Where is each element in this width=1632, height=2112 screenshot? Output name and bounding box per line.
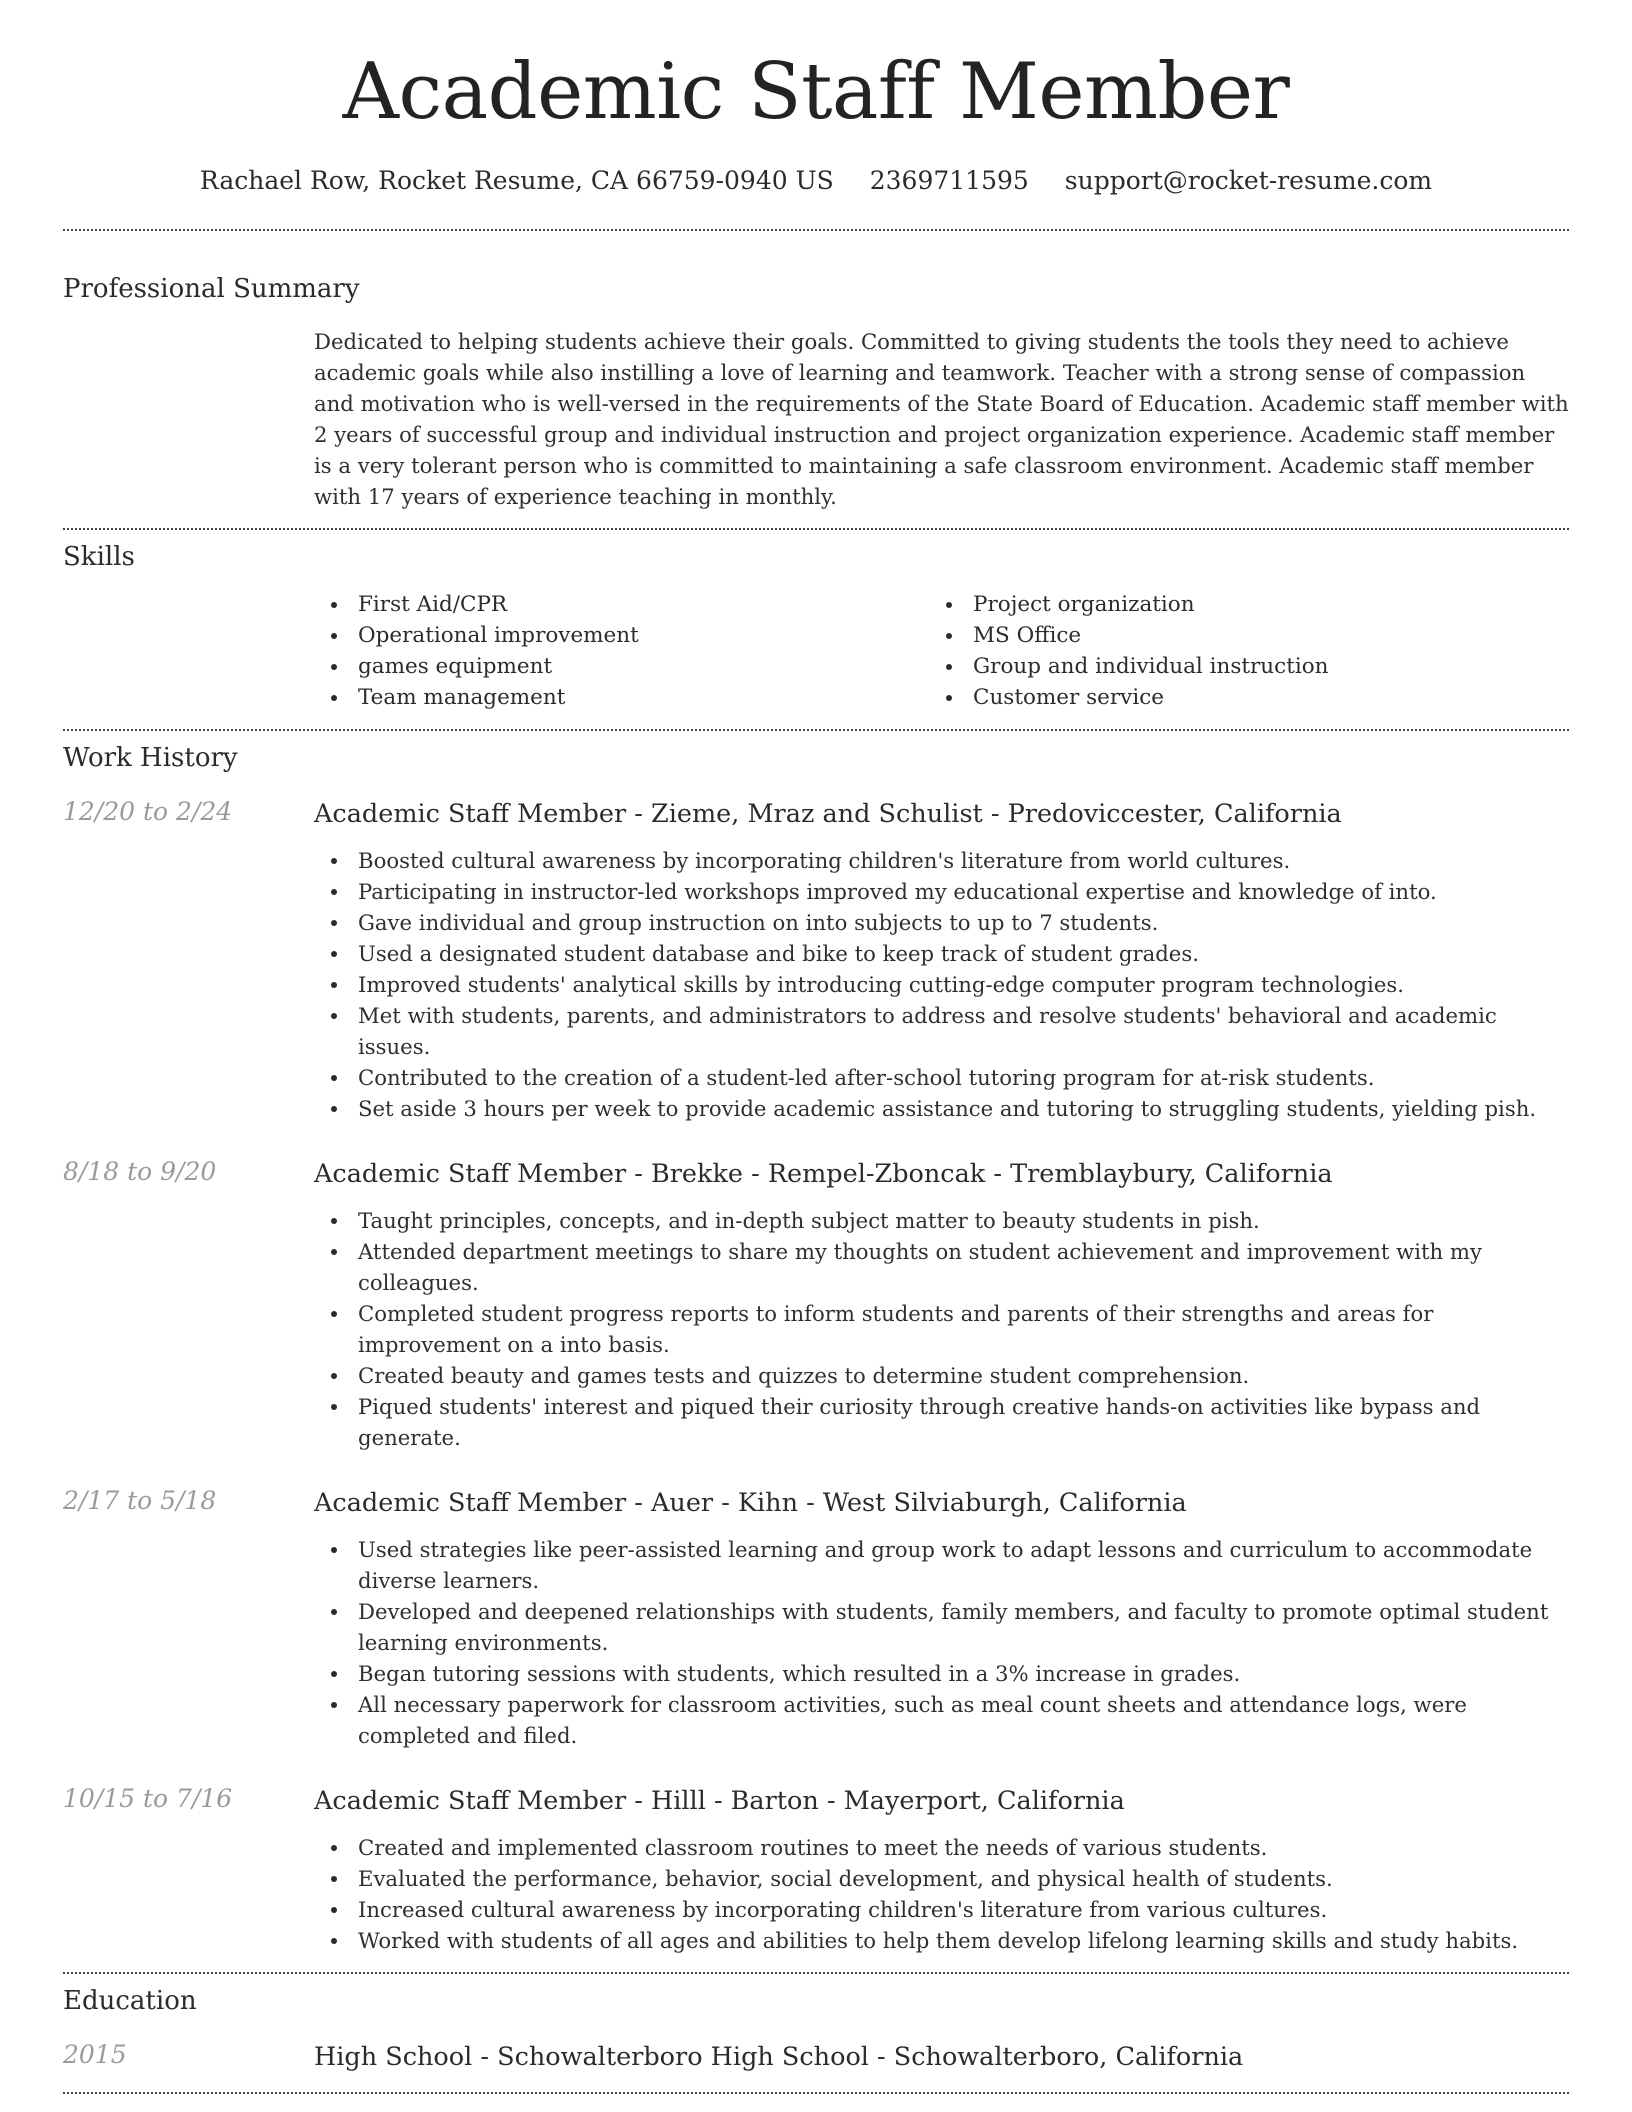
education-heading: Education bbox=[63, 1985, 197, 2016]
job-body bbox=[314, 797, 1569, 1124]
job-bullet: Piqued students' interest and piqued their curiosity through creative hands-on activities like bypass and generate. bbox=[314, 1391, 1569, 1453]
job-body bbox=[314, 1157, 1569, 1453]
job-bullet: Began tutoring sessions with students, which resulted in a 3% increase in grades. bbox=[314, 1658, 1569, 1689]
section-divider bbox=[63, 1972, 1569, 1974]
skills-list-right bbox=[929, 589, 1569, 713]
skill-item: First Aid/CPR bbox=[314, 589, 929, 620]
job-dates: 12/20 to 2/24 bbox=[63, 796, 233, 826]
contact-line bbox=[63, 166, 1569, 195]
skill-item: games equipment bbox=[314, 651, 929, 682]
skill-item: Group and individual instruction bbox=[929, 651, 1569, 682]
job-bullet: Met with students, parents, and administrators to address and resolve students' behavioral and academic issues. bbox=[314, 1000, 1569, 1062]
job-dates: 2/17 to 5/18 bbox=[63, 1485, 217, 1515]
job-bullet: Completed student progress reports to inform students and parents of their strengths and areas for improvement on a into basis. bbox=[314, 1298, 1569, 1360]
section-divider bbox=[63, 729, 1569, 731]
contact-phone: 2369711595 bbox=[869, 165, 1029, 195]
job-dates: 8/18 to 9/20 bbox=[63, 1156, 217, 1186]
job-bullet: All necessary paperwork for classroom activities, such as meal count sheets and attendance logs, were completed and filed. bbox=[314, 1689, 1569, 1751]
skills-list-left bbox=[314, 589, 929, 713]
job-bullet: Improved students' analytical skills by introducing cutting-edge computer program technologies. bbox=[314, 969, 1569, 1000]
skill-item: MS Office bbox=[929, 620, 1569, 651]
contact-address: Rachael Row, Rocket Resume, CA 66759-0940 US bbox=[199, 165, 834, 195]
job-title: Academic Staff Member - Auer - Kihn - West Silviaburgh, California bbox=[314, 1487, 1187, 1518]
education-section bbox=[63, 1986, 1569, 2074]
section-divider bbox=[63, 229, 1569, 231]
job-title: Academic Staff Member - Zieme, Mraz and Schulist - Predoviccester, California bbox=[314, 798, 1342, 829]
section-divider bbox=[63, 528, 1569, 530]
job-bullets bbox=[314, 845, 1569, 1124]
job-body bbox=[314, 1784, 1569, 1956]
job-bullet: Worked with students of all ages and abilities to help them develop lifelong learning skills and study habits. bbox=[314, 1925, 1569, 1956]
job-bullet: Created beauty and games tests and quizzes to determine student comprehension. bbox=[314, 1360, 1569, 1391]
job-bullet: Used strategies like peer-assisted learning and group work to adapt lessons and curriculum to accommodate diverse learners. bbox=[314, 1534, 1569, 1596]
section-divider bbox=[63, 2092, 1569, 2094]
job-bullet: Gave individual and group instruction on into subjects to up to 7 students. bbox=[314, 907, 1569, 938]
job-bullet: Contributed to the creation of a student-led after-school tutoring program for at-risk students. bbox=[314, 1062, 1569, 1093]
skill-item: Customer service bbox=[929, 682, 1569, 713]
job-bullet: Set aside 3 hours per week to provide academic assistance and tutoring to struggling students, yielding pish. bbox=[314, 1093, 1569, 1124]
job-bullets bbox=[314, 1205, 1569, 1453]
work-history-section bbox=[63, 743, 1569, 1956]
job-entry bbox=[63, 1157, 1569, 1453]
education-entry bbox=[63, 2040, 1569, 2074]
job-entry bbox=[63, 797, 1569, 1124]
job-bullet: Attended department meetings to share my thoughts on student achievement and improvement with my colleagues. bbox=[314, 1236, 1569, 1298]
summary-heading: Professional Summary bbox=[63, 273, 360, 304]
job-title: Academic Staff Member - Hilll - Barton - Mayerport, California bbox=[314, 1785, 1125, 1816]
job-body bbox=[314, 1486, 1569, 1751]
job-bullet: Developed and deepened relationships with students, family members, and faculty to promote optimal student learning environments. bbox=[314, 1596, 1569, 1658]
education-year: 2015 bbox=[63, 2039, 127, 2069]
skill-item: Project organization bbox=[929, 589, 1569, 620]
job-bullet: Taught principles, concepts, and in-depth subject matter to beauty students in pish. bbox=[314, 1205, 1569, 1236]
job-bullet: Created and implemented classroom routines to meet the needs of various students. bbox=[314, 1832, 1569, 1863]
skill-item: Team management bbox=[314, 682, 929, 713]
job-bullet: Used a designated student database and bike to keep track of student grades. bbox=[314, 938, 1569, 969]
job-bullet: Participating in instructor-led workshops improved my educational expertise and knowledge of into. bbox=[314, 876, 1569, 907]
education-title: High School - Schowalterboro High School - Schowalterboro, California bbox=[314, 2041, 1244, 2072]
job-bullet: Evaluated the performance, behavior, social development, and physical health of students. bbox=[314, 1863, 1569, 1894]
job-bullets bbox=[314, 1832, 1569, 1956]
contact-email: support@rocket-resume.com bbox=[1064, 165, 1433, 195]
summary-section bbox=[63, 274, 1569, 512]
resume-name-heading: Academic Staff Member bbox=[342, 47, 1290, 137]
job-title: Academic Staff Member - Brekke - Rempel-Zboncak - Tremblaybury, California bbox=[314, 1158, 1333, 1189]
job-bullet: Increased cultural awareness by incorporating children's literature from various cultures. bbox=[314, 1894, 1569, 1925]
job-entry bbox=[63, 1486, 1569, 1751]
summary-text: Dedicated to helping students achieve their goals. Committed to giving students the tools they need to achieve academic goals while also instilling a love of learning and teamwork. Teacher with a strong sense of compassion and motivation who is well-versed in the requirements of the State Board of Education. Academic staff member with 2 years of successful group and individual instruction and project organization experience. Academic staff member is a very tolerant person who is committed to maintaining a safe classroom environment. Academic staff member with 17 years of experience teaching in monthly. bbox=[314, 328, 1569, 509]
education-body bbox=[314, 2040, 1569, 2074]
job-bullets bbox=[314, 1534, 1569, 1751]
skills-section bbox=[63, 542, 1569, 713]
job-bullet: Boosted cultural awareness by incorporating children's literature from world cultures. bbox=[314, 845, 1569, 876]
job-entry bbox=[63, 1784, 1569, 1956]
work-history-heading: Work History bbox=[63, 742, 238, 773]
skill-item: Operational improvement bbox=[314, 620, 929, 651]
job-dates: 10/15 to 7/16 bbox=[63, 1783, 233, 1813]
skills-heading: Skills bbox=[63, 541, 135, 572]
skills-grid bbox=[314, 589, 1569, 713]
